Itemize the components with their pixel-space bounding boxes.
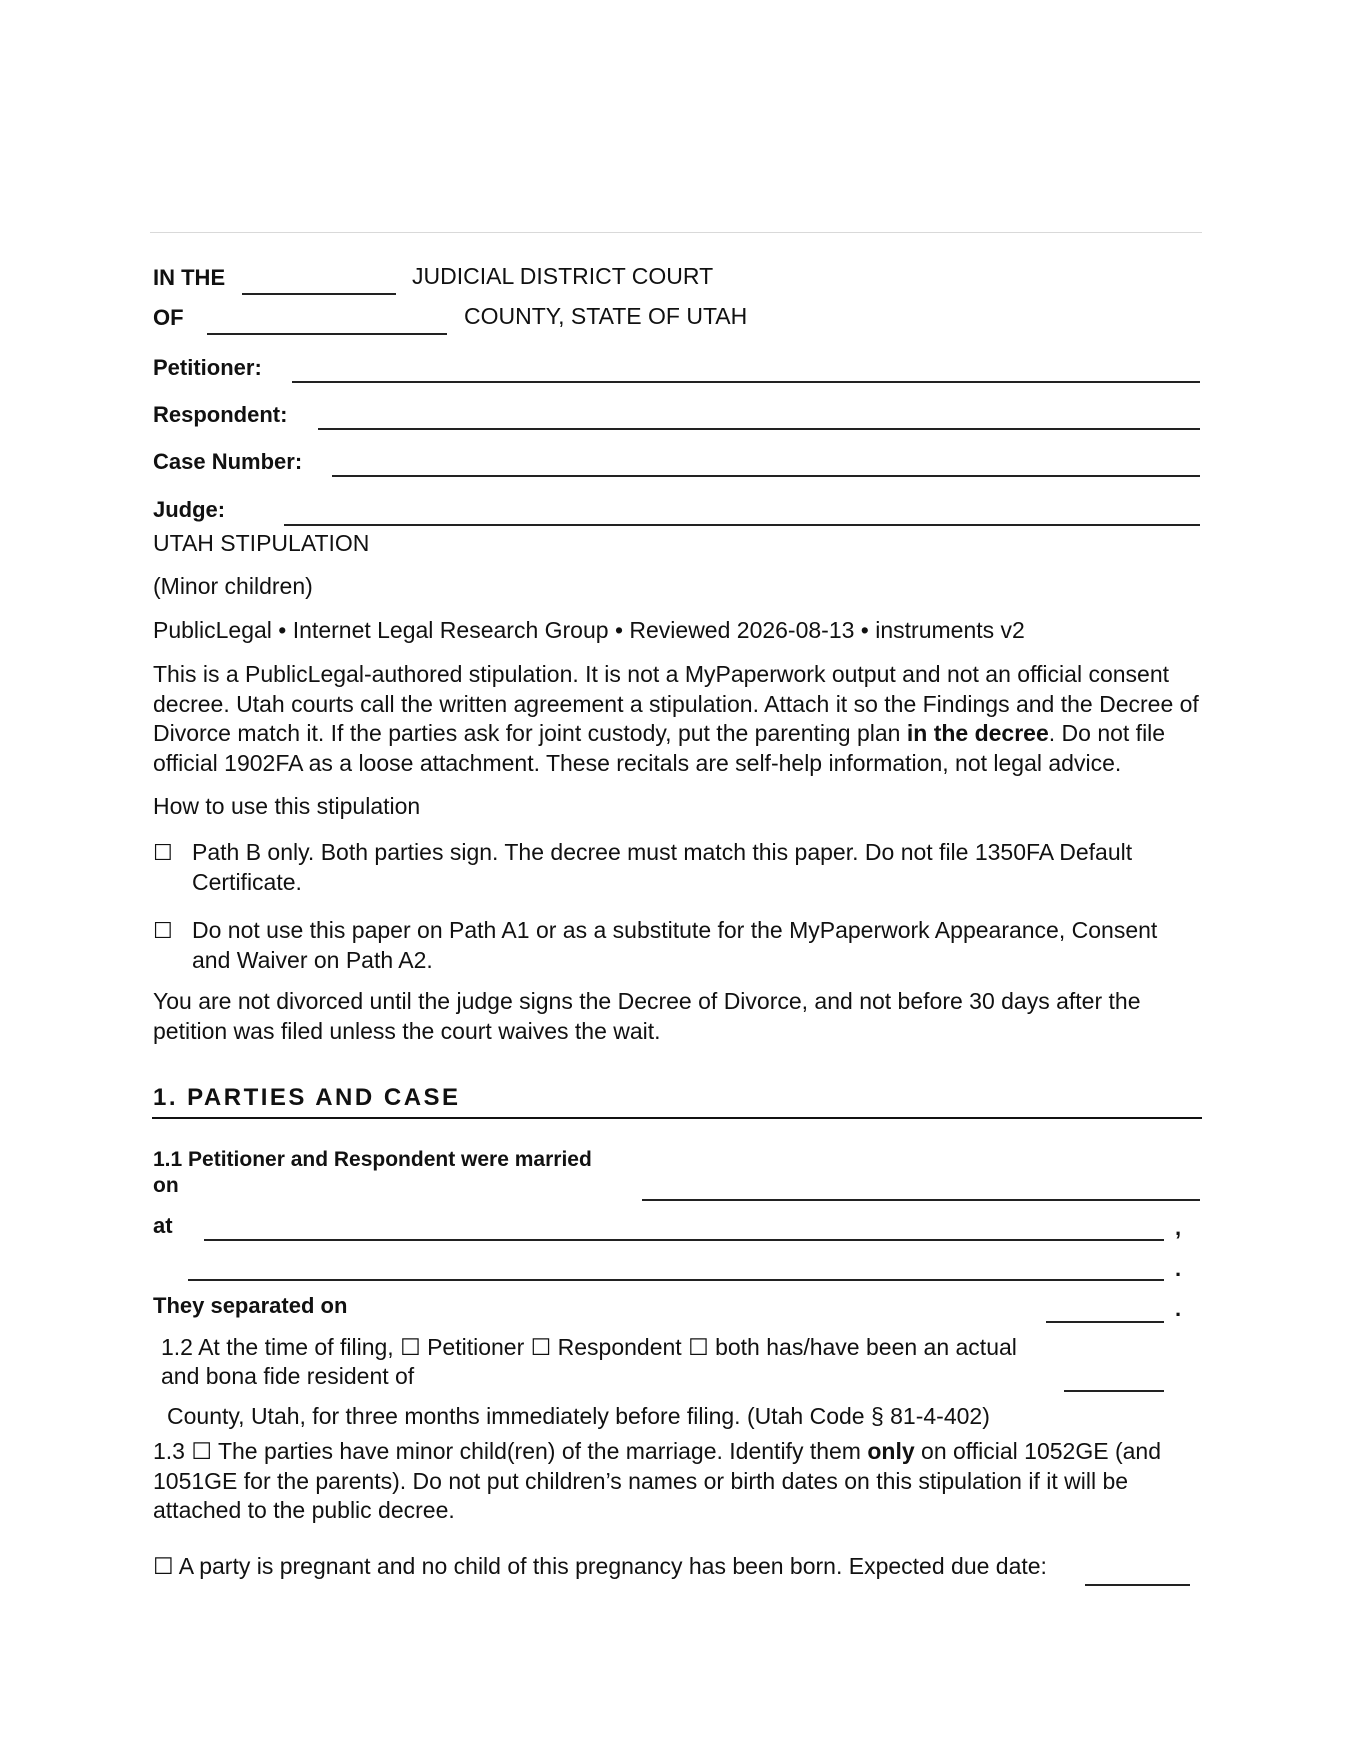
marriage-place-field[interactable] [204, 1239, 1164, 1241]
county-suffix: COUNTY, STATE OF UTAH [464, 303, 748, 329]
case-number-field[interactable] [332, 475, 1200, 477]
at-label: at [153, 1213, 173, 1238]
period-1: . [1175, 1256, 1182, 1281]
period-2: . [1175, 1296, 1182, 1321]
residency-line2: and bona fide resident of [161, 1363, 415, 1389]
judge-field[interactable] [284, 524, 1200, 526]
married-label-line2: on [153, 1174, 179, 1197]
section-1-rule [152, 1117, 1202, 1119]
section-1-heading: 1. PARTIES AND CASE [153, 1084, 461, 1111]
of-label: OF [153, 305, 184, 330]
in-the-label: IN THE [153, 265, 226, 290]
comma: , [1175, 1215, 1182, 1240]
document-title: UTAH STIPULATION [153, 530, 370, 556]
separated-label: They separated on [153, 1293, 348, 1318]
top-divider [150, 232, 1202, 233]
petitioner-label: Petitioner: [153, 355, 262, 380]
respondent-label: Respondent: [153, 402, 288, 427]
respondent-field[interactable] [318, 428, 1200, 430]
how-to-heading: How to use this stipulation [153, 793, 421, 819]
intro-paragraph: This is a PublicLegal-authored stipulation. It is not a MyPaperwork output and not an official consent decree. Utah courts call the written agreement a stipulation. Attach it so the Findings and the Decree of Divorce match it. If the parties ask for joint custody, put the parenting plan in the decree. Do not file official 1902FA as a loose attachment. These recitals are self-help information, not legal advice. [153, 661, 1199, 776]
petitioner-field[interactable] [292, 381, 1200, 383]
marriage-place-field-2[interactable] [188, 1279, 1164, 1281]
district-number-field[interactable] [242, 293, 396, 295]
county-field[interactable] [207, 333, 447, 335]
case-number-label: Case Number: [153, 449, 303, 474]
married-label-line1: 1.1 Petitioner and Respondent were married [153, 1148, 592, 1171]
item2-text: Do not use this paper on Path A1 or as a substitute for the MyPaperwork Appearance, Consent and Waiver on Path A2. [192, 917, 1158, 973]
court-suffix: JUDICIAL DISTRICT COURT [412, 263, 714, 289]
residency-county-field[interactable] [1064, 1390, 1164, 1392]
due-date-field[interactable] [1085, 1584, 1190, 1586]
item1-text: Path B only. Both parties sign. The decree must match this paper. Do not file 1350FA Default Certificate. [192, 839, 1133, 895]
judge-label: Judge: [153, 497, 226, 522]
separation-date-field[interactable] [1046, 1321, 1164, 1323]
document-meta: PublicLegal • Internet Legal Research Group • Reviewed 2026-08-13 • instruments v2 [153, 617, 1025, 643]
not-divorced-note: You are not divorced until the judge signs the Decree of Divorce, and not before 30 days after the petition was filed unless the court waives the wait. [153, 988, 1141, 1044]
item2-checkbox[interactable]: ☐ [153, 918, 173, 943]
children-paragraph: 1.3 ☐ The parties have minor child(ren) of the marriage. Identify them only on official 1052GE (and 1051GE for the parents). Do not put children’s names or birth dates on this stipulation if it will be attached to the public decree. [153, 1438, 1161, 1523]
document-subtitle: (Minor children) [153, 573, 313, 599]
item1-checkbox[interactable]: ☐ [153, 840, 173, 865]
marriage-date-field[interactable] [642, 1199, 1200, 1201]
residency-line1: 1.2 At the time of filing, ☐ Petitioner ☐ Respondent ☐ both has/have been an actual [161, 1334, 1017, 1360]
pregnancy-item: ☐ A party is pregnant and no child of this pregnancy has been born. Expected due date: [153, 1553, 1047, 1579]
residency-county: County, Utah, for three months immediately before filing. (Utah Code § 81-4-402) [167, 1403, 990, 1429]
